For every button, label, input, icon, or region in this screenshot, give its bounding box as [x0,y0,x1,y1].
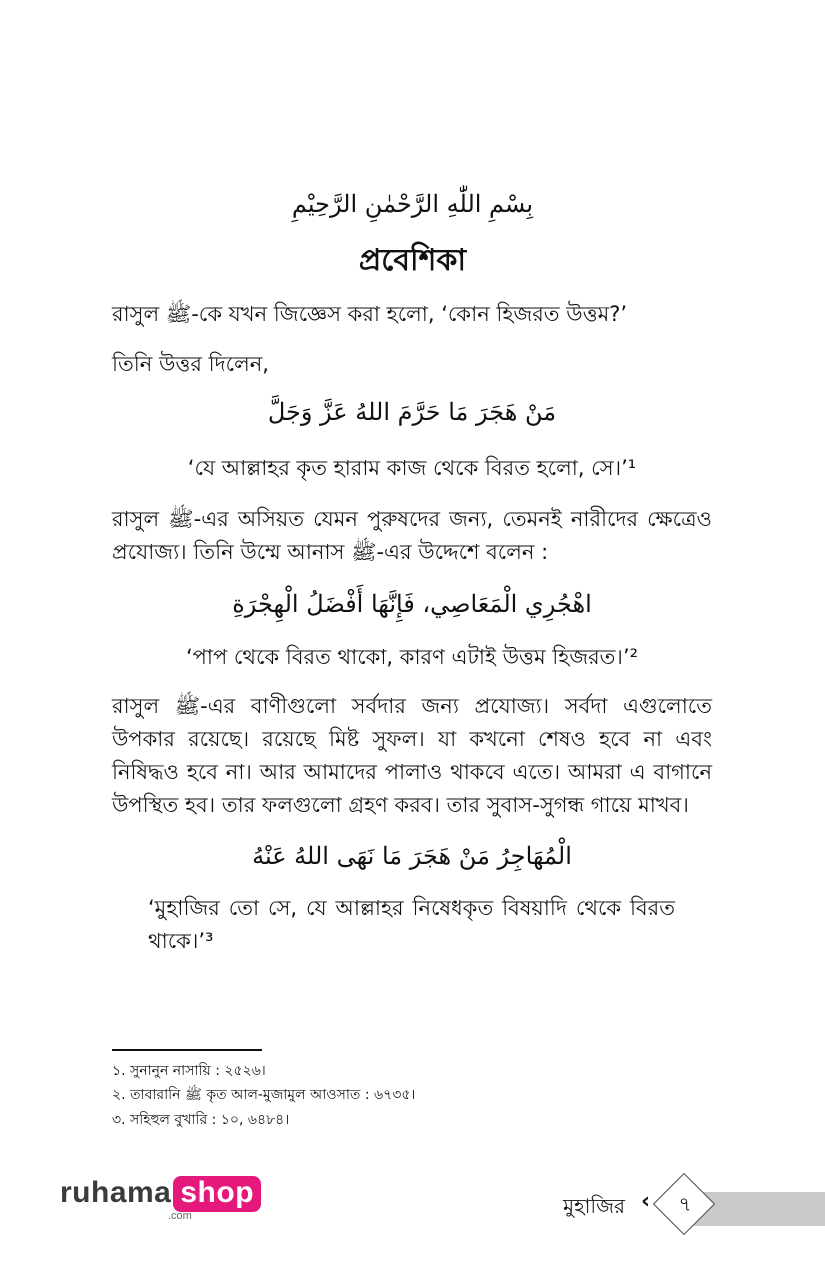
arabic-hadith-2: اهْجُرِي الْمَعَاصِي، فَإِنَّهَا أَفْضَلُ الْهِجْرَةِ [232,590,592,618]
footnote-1: ১. সুনানুন নাসায়ি : ২৫২৬। [112,1063,266,1079]
paragraph-4: রাসুল ﷺ-এর বাণীগুলো সর্বদার জন্য প্রযোজ্য। সর্বদা এগুলোতে উপকার রয়েছে। রয়েছে মিষ্ট সুফল। যা কখনো শেষও হবে না এবং নিষিদ্ধও হবে না। আর আমাদের পালাও থাকবে এতে। আমরা এ বাগানে উপস্থিত হব। তার ফলগুলো গ্রহণ করব। তার সুবাস-সুগন্ধ গায়ে মাখব। [112,694,712,817]
page-number: ৭ [678,1192,692,1216]
footnote-divider [112,1049,262,1051]
running-title: মুহাজির [563,1194,626,1218]
logo-shop-badge: shop [173,1176,261,1212]
chapter-title: প্রবেশিকা [358,243,467,278]
paragraph-2: তিনি উত্তর দিলেন, [112,352,269,376]
translation-quote-2: ‘পাপ থেকে বিরত থাকো, কারণ এটাই উত্তম হিজরত।’² [185,645,639,669]
logo-domain: .com [168,1210,192,1222]
paragraph-1: রাসুল ﷺ-কে যখন জিজ্ঞেস করা হলো, ‘কোন হিজরত উত্তম?’ [112,302,628,326]
paragraph-3: রাসুল ﷺ-এর অসিয়ত যেমন পুরুষদের জন্য, তেমনই নারীদের ক্ষেত্রেও প্রযোজ্য। তিনি উম্মে আনাস ﷺ-এর উদ্দেশে বলেন : [112,507,712,564]
chevron-left-icon: ‹ [641,1189,651,1214]
arabic-hadith-1: مَنْ هَجَرَ مَا حَرَّمَ اللهُ عَزَّ وَجَلَّ [267,398,557,426]
footnote-2: ২. তাবারানি ﷺ কৃত আল-মুজামুল আওসাত : ৬৭৩৫। [112,1087,416,1103]
arabic-hadith-3: الْمُهَاجِرُ مَنْ هَجَرَ مَا نَهَى اللهُ عَنْهُ [252,842,572,870]
footnote-3: ৩. সহিহুল বুখারি : ১০, ৬৪৮৪। [112,1112,290,1128]
logo-wordmark: ruhama [60,1176,172,1209]
bismillah-calligraphy: بِسْمِ اللّٰهِ الرَّحْمٰنِ الرَّحِيْمِ [291,190,534,218]
footer-bar [690,1192,825,1226]
translation-quote-3: ‘মুহাজির তো সে, যে আল্লাহর নিষেধকৃত বিষয়াদি থেকে বিরত থাকে।’³ [148,896,675,953]
translation-quote-1: ‘যে আল্লাহর কৃত হারাম কাজ থেকে বিরত হলো, সে।’¹ [187,456,637,480]
ruhama-shop-logo [60,1176,261,1222]
